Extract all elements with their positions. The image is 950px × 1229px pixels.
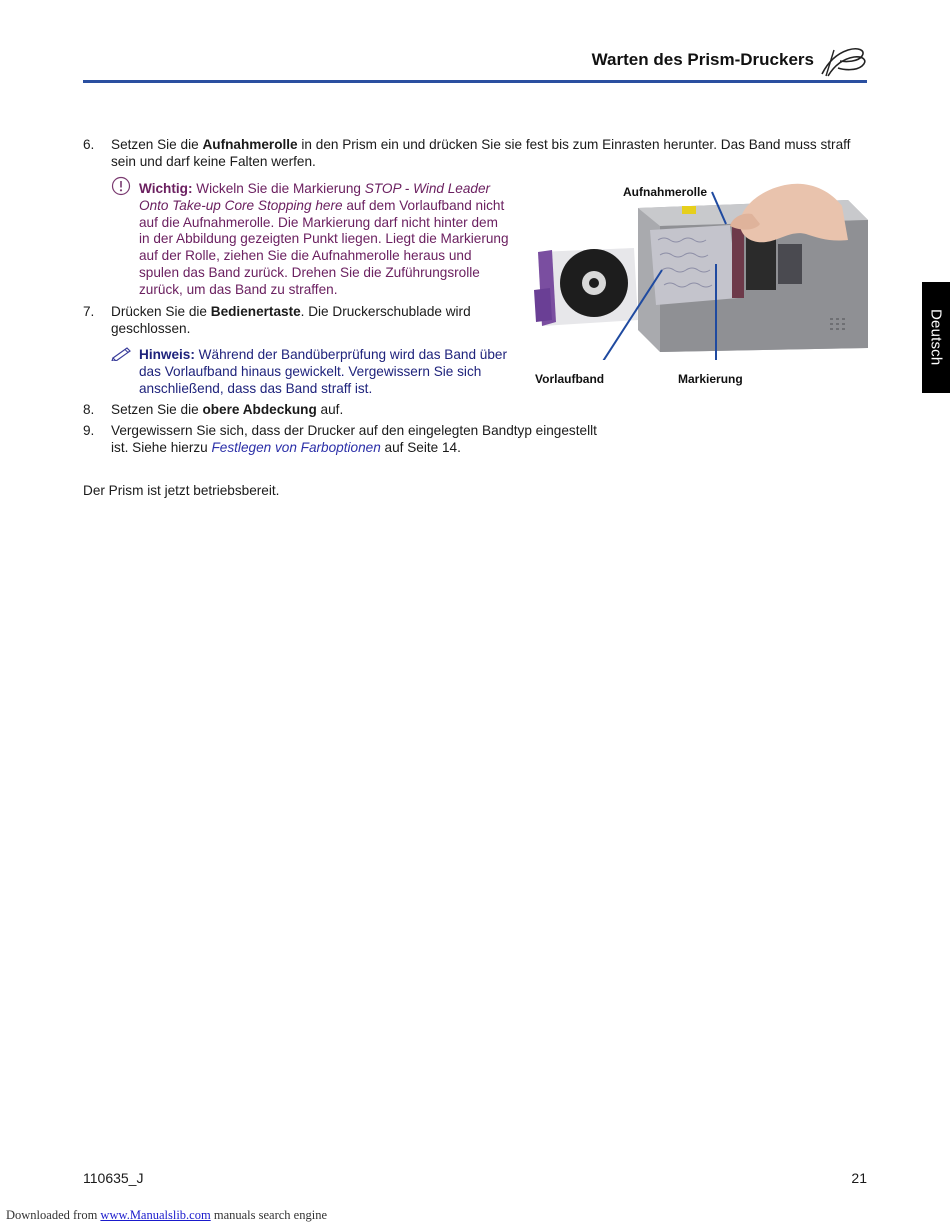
step-8-number: 8. — [83, 402, 95, 417]
step-7-text: Drücken Sie die Bedienertaste. Die Druckerschublade wird geschlossen. — [111, 304, 471, 336]
step-9-number: 9. — [83, 423, 95, 438]
step-8-bold: obere Abdeckung — [202, 402, 317, 417]
pencil-note-icon — [111, 345, 133, 361]
download-banner: Downloaded from www.Manualslib.com manuals search engine — [6, 1208, 327, 1222]
figure-label-marker: Markierung — [678, 372, 743, 386]
figure-label-leader: Vorlaufband — [535, 372, 605, 386]
warning-icon — [111, 176, 131, 196]
page-number: 21 — [851, 1170, 867, 1186]
cross-reference-link[interactable]: Festlegen von Farboptionen — [211, 439, 381, 455]
printer-photo — [530, 180, 868, 360]
important-note: Wichtig: Wickeln Sie die Markierung STOP - Wind Leader Onto Take-up Core Stopping here auf dem Vorlaufband nicht auf die Aufnahmerolle. Die Markierung darf nicht hinter dem in der Abbildung gezeigten Punkt liegen. Liegt die Markierung auf der Rolle, ziehen Sie die Aufnahmerolle heraus und spulen das Band zurück. Drehen Sie die Zuführungsrolle zurück, um das Band zu straffen. — [139, 181, 509, 297]
step-7-number: 7. — [83, 304, 95, 319]
document-number: 110635_J — [83, 1170, 144, 1186]
figure-label-take-up-core: Aufnahmerolle — [623, 185, 708, 199]
step-8-text: Setzen Sie die obere Abdeckung auf. — [111, 402, 344, 417]
important-label: Wichtig: — [139, 181, 193, 196]
step-7-bold: Bedienertaste — [210, 304, 301, 319]
brand-logo-icon — [818, 44, 870, 78]
language-tab — [922, 282, 950, 393]
language-tab-label: Deutsch — [927, 309, 945, 366]
hint-note: Hinweis: Während der Bandüberprüfung wird das Band über das Vorlaufband hinaus gewickelt. Vergewissern Sie sich anschließend, dass das Band straff ist. — [139, 347, 508, 396]
header-rule — [83, 80, 867, 83]
step-9-text: Vergewissern Sie sich, dass der Drucker auf den eingelegten Bandtyp eingestellt ist. Siehe hierzu Festlegen von Farboptionen auf Seite 14. — [111, 423, 597, 455]
step-6-text: Setzen Sie die Aufnahmerolle in den Prism ein und drücken Sie sie fest bis zum Einrasten herunter. Das Band muss straff sein und darf keine Falten werfen. — [111, 137, 851, 169]
hint-label: Hinweis: — [139, 347, 195, 362]
manualslib-link[interactable]: www.Manualslib.com — [100, 1208, 211, 1222]
step-6-bold: Aufnahmerolle — [202, 137, 298, 152]
closing-text: Der Prism ist jetzt betriebsbereit. — [83, 483, 280, 498]
page-title: Warten des Prism-Druckers — [591, 50, 814, 69]
step-6-number: 6. — [83, 137, 95, 152]
